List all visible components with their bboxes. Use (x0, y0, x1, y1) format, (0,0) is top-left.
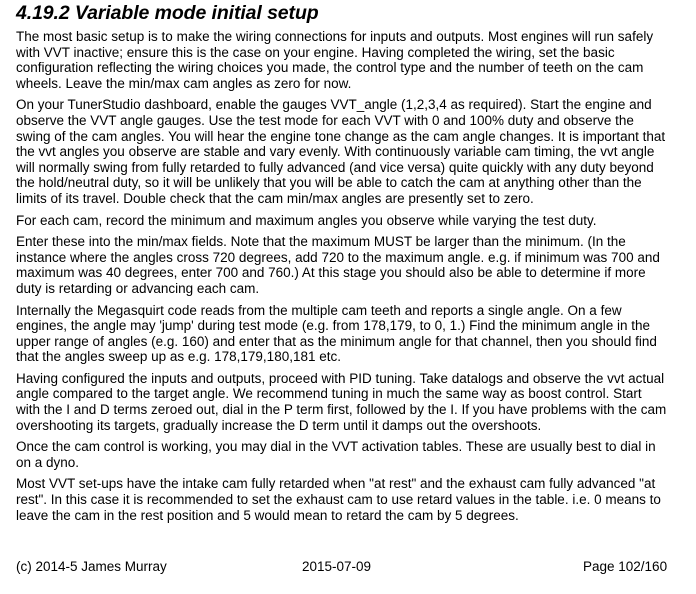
paragraph-rest-position (16, 476, 686, 523)
paragraph-tunerstudio-gauges (16, 97, 686, 206)
text-line: The most basic setup is to make the wiring connections for inputs and outputs. Most engines will run safely (16, 29, 654, 44)
text-line: observe the VVT angle gauges. Use the test mode for each VVT with 0 and 100% duty and observe the (16, 112, 634, 128)
text-line: instance where the angles cross 720 degrees, add 720 to the maximum angle. e.g. if minimum was 700 and (16, 249, 660, 265)
text-line: For each cam, record the minimum and maximum angles you observe while varying the test duty. (16, 212, 597, 228)
text-line: Once the cam control is working, you may dial in the VVT activation tables. These are usually best to dial in (16, 439, 656, 455)
paragraph-pid-tuning (16, 371, 686, 433)
paragraph-basic-setup (16, 29, 686, 91)
text-line: angle compared to the target angle. We recommend tuning in much the same way as boost control. Start (16, 386, 642, 402)
text-line: duty is retarding or advancing each cam. (16, 280, 260, 296)
text-line: upper range of angles (e.g. 160) and enter that as the minimum angle for that channel, then you should find (16, 333, 657, 349)
text-line: On your TunerStudio dashboard, enable the gauges VVT_angle (1,2,3,4 as required). Start the engine and (16, 97, 652, 113)
text-line: engines, the angle may 'jump' during test mode (e.g. from 178,179, to 0, 1.) Find the minimum angle in the (16, 318, 650, 334)
footer-copyright: (c) 2014-5 James Murray (16, 559, 167, 574)
text-line: limits of its travel. Double check that the cam min/max angles are presently set to zero. (16, 190, 534, 206)
paragraph-activation-tables (16, 439, 686, 470)
text-line: leave the cam in the rest position and 5 would mean to retard the cam by 5 degrees. (16, 507, 519, 523)
footer-page-number: Page 102/160 (583, 559, 668, 574)
text-line: wheels. Leave the min/max cam angles as zero for now. (16, 75, 352, 91)
section-heading: 4.19.2 Variable mode initial setup (16, 2, 319, 24)
paragraph-megasquirt-code (16, 303, 686, 365)
text-line: will normally swing from fully retarded to fully advanced (and vice versa) quite quickly with any duty beyond (16, 159, 654, 175)
paragraph-min-max-fields (16, 234, 686, 296)
text-line: Most VVT set-ups have the intake cam fully retarded when "at rest" and the exhaust cam fully advanced "at (16, 476, 656, 492)
text-line: overshooting its targets, gradually increase the D term until it damps out the overshoots. (16, 417, 542, 433)
text-line: swing of the cam angles. You will hear the engine tone change as the cam angle changes. It is important that (16, 128, 666, 144)
text-line: Enter these into the min/max fields. Note that the maximum MUST be larger than the minimum. (In the (16, 234, 626, 250)
text-line: with VVT inactive; ensure this is the case on your engine. Having completed the wiring, set the basic (16, 44, 615, 60)
text-line: the hold/neutral duty, so it will be unlikely that you will be able to catch the cam at anything other than the (16, 175, 642, 191)
text-line: with the I and D terms zeroed out, dial in the P term first, followed by the I. If you have problems with the cam (16, 402, 667, 418)
text-line: Internally the Megasquirt code reads from the multiple cam teeth and reports a single angle. On a few (16, 302, 622, 318)
text-line: that the angles sweep up as e.g. 178,179,180,181 etc. (16, 349, 341, 365)
text-line: maximum was 40 degrees, enter 700 and 760.) At this stage you should also be able to determine if more (16, 265, 646, 281)
text-line: rest". In this case it is recommended to set the exhaust cam to use retard values in the table. i.e. 0 means to (16, 492, 661, 508)
text-line: on a dyno. (16, 454, 80, 470)
section-body (16, 29, 686, 529)
paragraph-record-angles (16, 213, 686, 229)
text-line: the vvt angles you observe are stable and vary evenly. With continuously variable cam timing, the vvt angle (16, 144, 655, 160)
text-line: configuration reflecting the wiring choices you made, the control type and the number of teeth on the cam (16, 60, 644, 76)
footer-date: 2015-07-09 (302, 559, 372, 574)
text-line: Having configured the inputs and outputs, proceed with PID tuning. Take datalogs and observe the vvt actual (16, 370, 665, 386)
